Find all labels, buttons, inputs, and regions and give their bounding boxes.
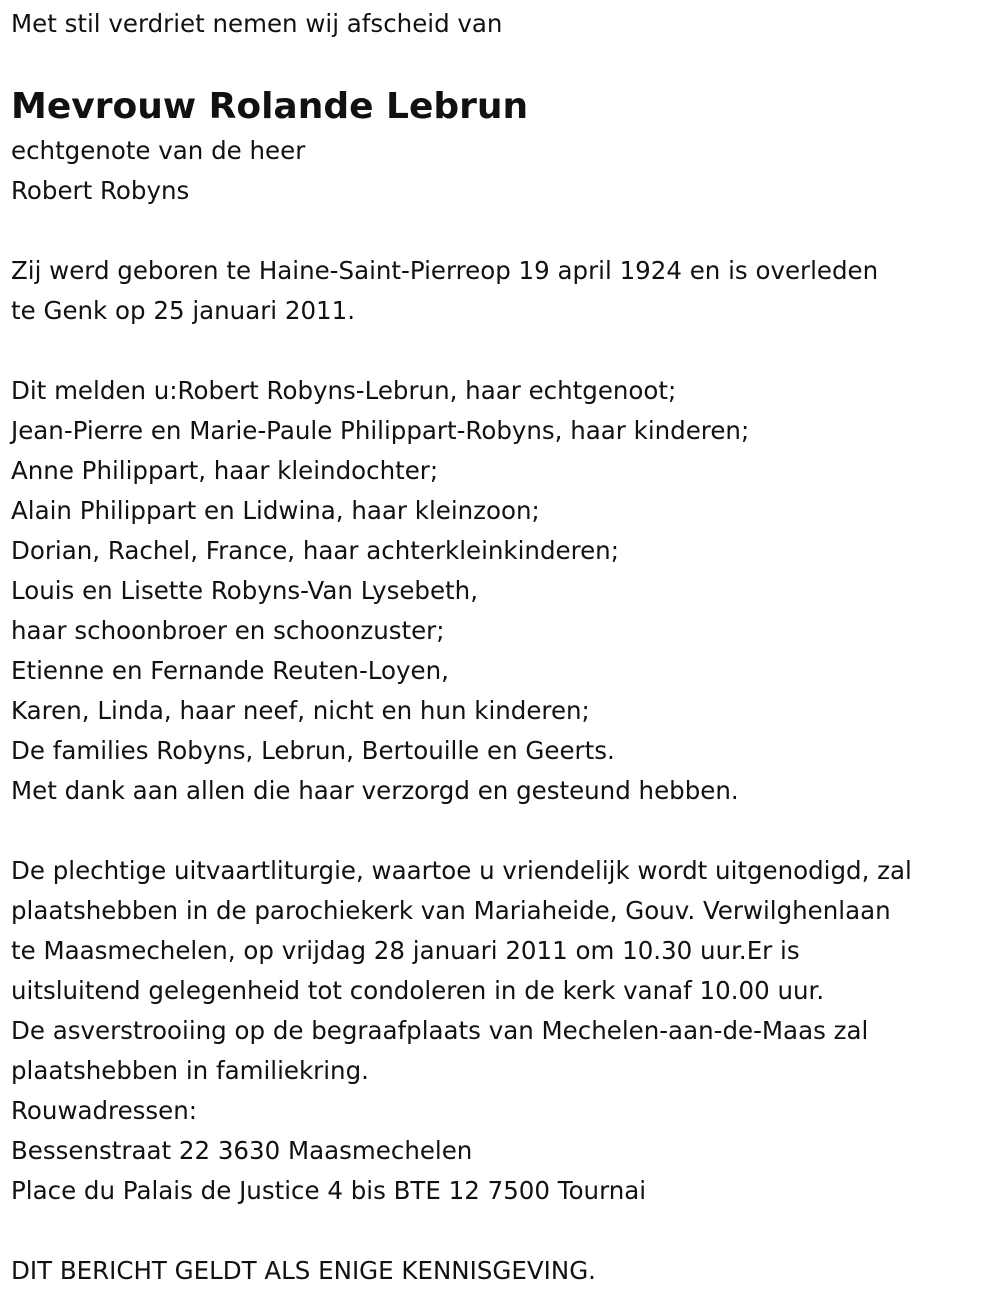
spacer <box>11 811 996 851</box>
closing-notice: DIT BERICHT GELDT ALS ENIGE KENNISGEVING. <box>11 1256 596 1285</box>
spacer <box>11 1211 996 1251</box>
spacer <box>11 211 996 251</box>
announcer-line: Louis en Lisette Robyns-Van Lysebeth, <box>11 576 478 605</box>
birth-death-line: Zij werd geboren te Haine-Saint-Pierreop 19 april 1924 en is overleden <box>11 256 879 285</box>
intro-line: Met stil verdriet nemen wij afscheid van <box>11 9 503 38</box>
ceremony-details <box>11 851 996 1211</box>
ceremony-line: uitsluitend gelegenheid tot condoleren in de kerk vanaf 10.00 uur. <box>11 976 825 1005</box>
birth-death-line: te Genk op 25 januari 2011. <box>11 296 356 325</box>
announcer-line: Etienne en Fernande Reuten-Loyen, <box>11 656 449 685</box>
announcer-line: Dorian, Rachel, France, haar achterkleinkinderen; <box>11 536 619 565</box>
deceased-name: Mevrouw Rolande Lebrun <box>11 86 529 127</box>
ceremony-line: plaatshebben in de parochiekerk van Mariaheide, Gouv. Verwilghenlaan <box>11 896 891 925</box>
announcer-line: haar schoonbroer en schoonzuster; <box>11 616 445 645</box>
announcer-line: Alain Philippart en Lidwina, haar kleinzoon; <box>11 496 540 525</box>
ceremony-line: De plechtige uitvaartliturgie, waartoe u vriendelijk wordt uitgenodigd, zal <box>11 856 912 885</box>
announcer-line: Karen, Linda, haar neef, nicht en hun kinderen; <box>11 696 590 725</box>
spacer <box>11 331 996 371</box>
ceremony-line: te Maasmechelen, op vrijdag 28 januari 2011 om 10.30 uur.Er is <box>11 936 800 965</box>
announcer-line: Met dank aan allen die haar verzorgd en gesteund hebben. <box>11 776 739 805</box>
spouse-name: Robert Robyns <box>11 176 190 205</box>
mourning-addresses-heading: Rouwadressen: <box>11 1096 198 1125</box>
announcer-line: Dit melden u:Robert Robyns-Lebrun, haar echtgenoot; <box>11 376 677 405</box>
announcers-list <box>11 371 996 811</box>
ceremony-line: plaatshebben in familiekring. <box>11 1056 369 1085</box>
relation-line: echtgenote van de heer <box>11 136 306 165</box>
mourning-address: Place du Palais de Justice 4 bis BTE 12 7500 Tournai <box>11 1176 647 1205</box>
mourning-address: Bessenstraat 22 3630 Maasmechelen <box>11 1136 473 1165</box>
announcer-line: Anne Philippart, haar kleindochter; <box>11 456 439 485</box>
announcer-line: Jean-Pierre en Marie-Paule Philippart-Robyns, haar kinderen; <box>11 416 750 445</box>
ceremony-line: De asverstrooiing op de begraafplaats van Mechelen-aan-de-Maas zal <box>11 1016 869 1045</box>
obituary-notice <box>11 4 996 1291</box>
announcer-line: De families Robyns, Lebrun, Bertouille en Geerts. <box>11 736 615 765</box>
